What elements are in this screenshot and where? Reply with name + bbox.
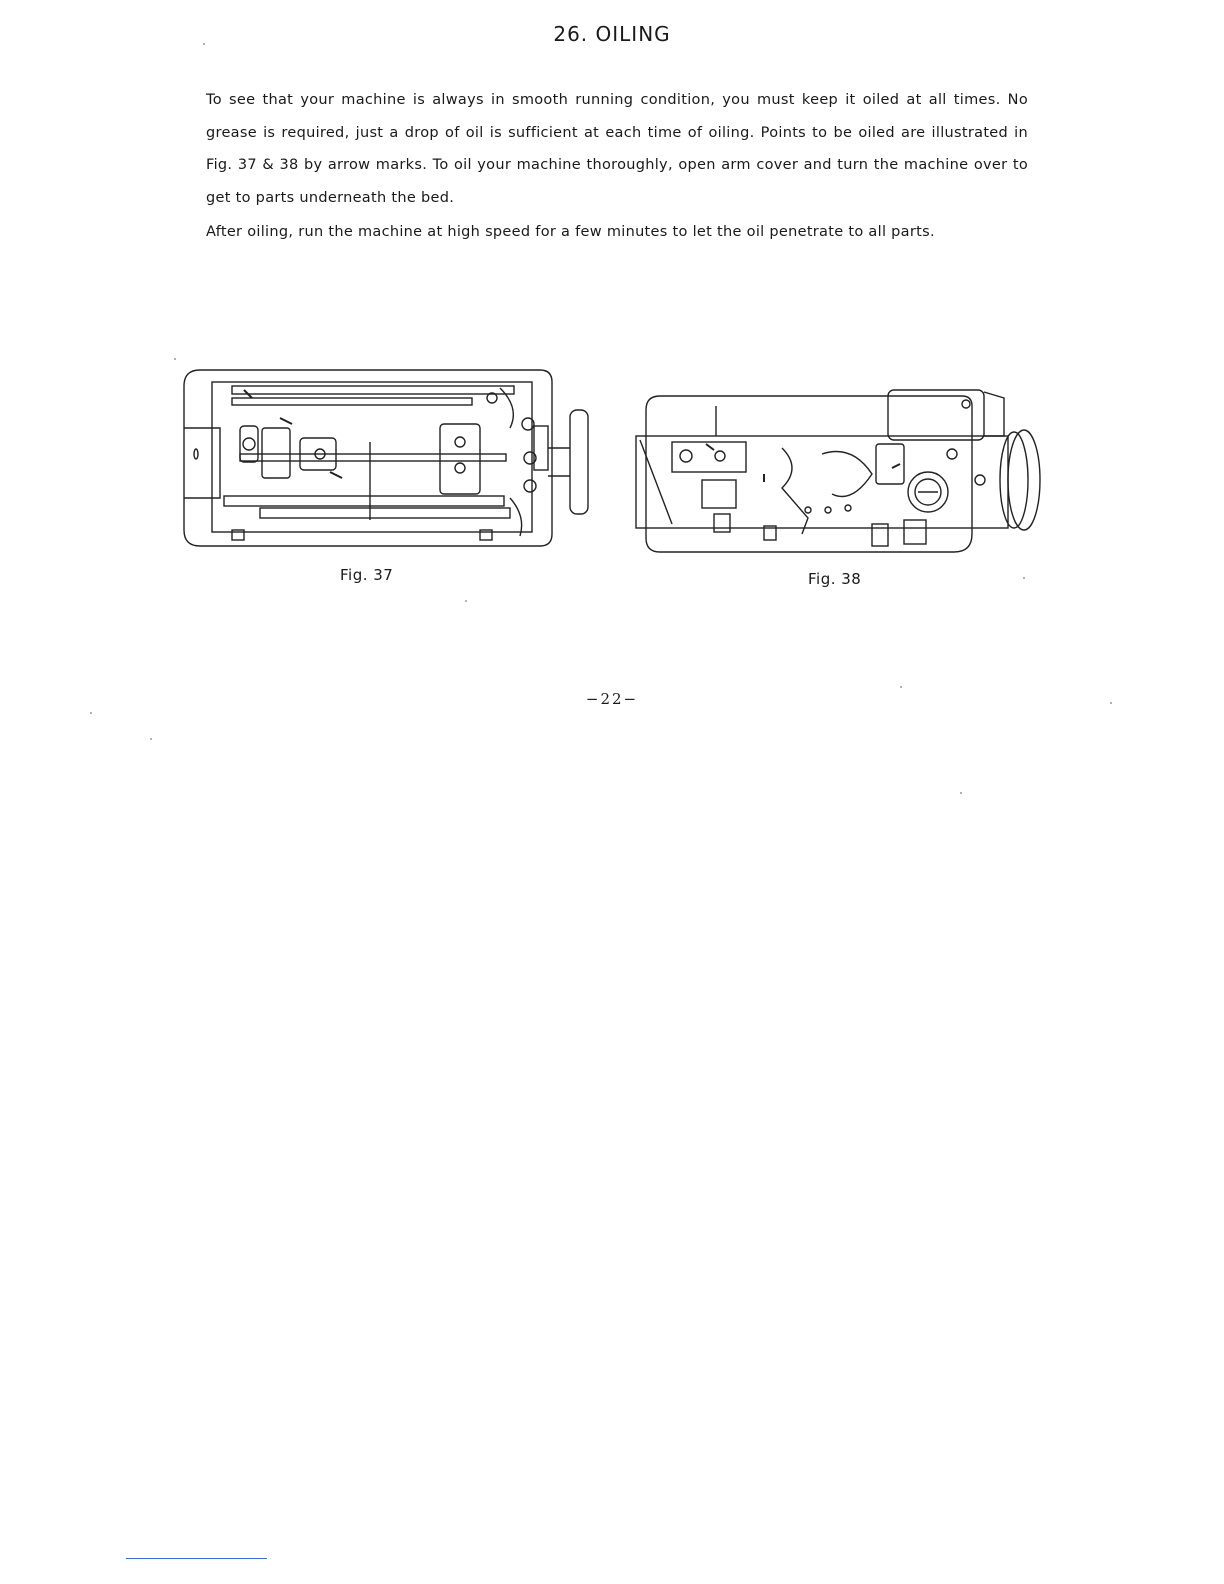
scan-speck (1023, 577, 1025, 579)
scan-speck (150, 738, 152, 740)
scan-speck (465, 600, 467, 602)
scan-speck (900, 686, 902, 688)
scan-speck (90, 712, 92, 714)
page-title: 26. OILING (553, 22, 671, 46)
figure-38-illustration (632, 384, 1044, 560)
figure-37-illustration (180, 368, 592, 552)
figure-37-caption: Fig. 37 (340, 566, 394, 584)
instruction-paragraph: To see that your machine is always in smooth running condition, you must keep it oiled at all times. No grease is required, just a drop of oil is sufficient at each time of oiling. Points to be oiled are illustrated in Fig. 37 & 38 by arrow marks. To oil your machine thoroughly, open arm cover and turn the machine over to get to parts underneath the bed. (206, 92, 1028, 206)
scan-speck (203, 43, 205, 45)
scan-speck (960, 792, 962, 794)
scan-speck (1110, 702, 1112, 704)
figure-38-caption: Fig. 38 (808, 570, 862, 588)
page-number: −22− (585, 690, 639, 708)
after-oiling-paragraph: After oiling, run the machine at high speed for a few minutes to let the oil penetrate to all parts. (206, 224, 935, 240)
scan-speck (174, 358, 176, 360)
footer-rule (126, 1558, 267, 1559)
